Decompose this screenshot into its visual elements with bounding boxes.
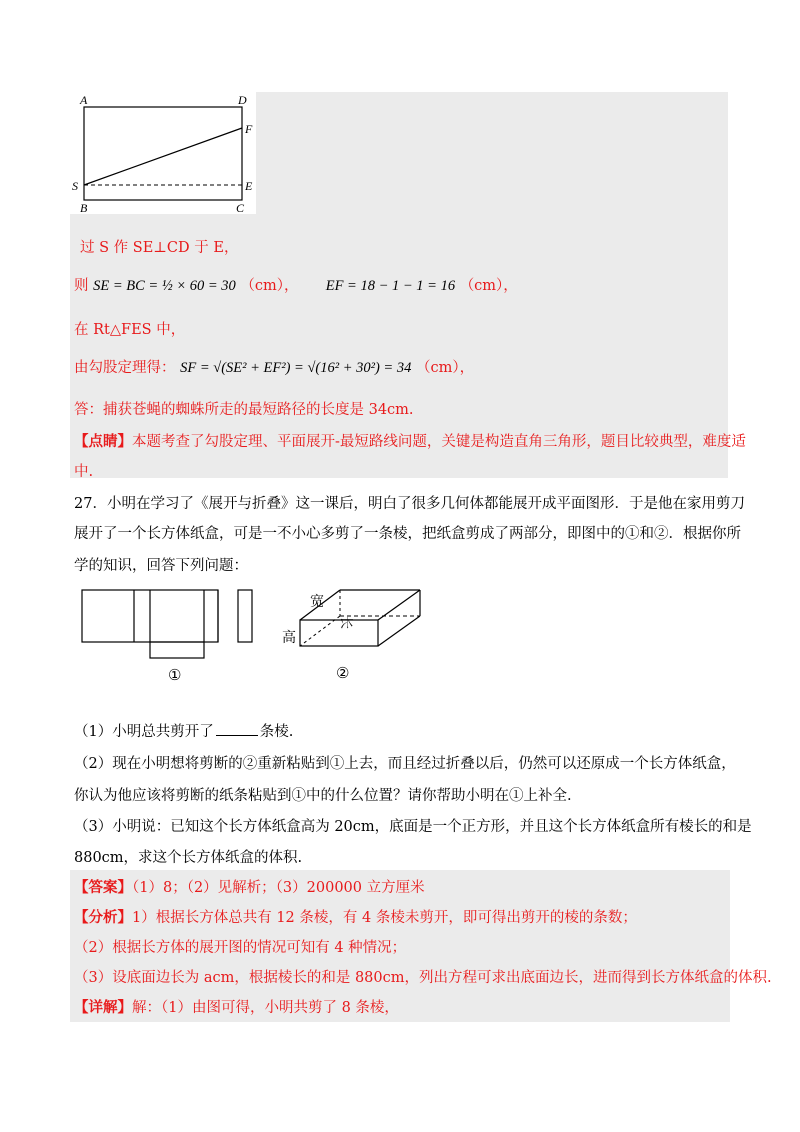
box-label-height: 高 [282,631,296,646]
comment-line-1 [74,430,746,451]
equation-sf: SF = √(SE² + EF²) = √(16² + 30²) = 34 [180,360,412,376]
unit-cm-2: （cm）， [459,278,518,294]
strip-figure [234,588,264,648]
problem-27-line-3: 学的知识，回答下列问题： [74,558,248,574]
unit-cm-1: （cm）， [240,278,299,294]
question-1 [74,720,293,741]
solution-line-4 [74,356,474,377]
unit-cm-3: （cm）， [415,360,475,376]
analysis-line-1 [74,906,637,927]
solution-line-2 [74,274,518,295]
answer-tag: 【答案】 [74,879,132,896]
question-2-line-2: 你认为他应该将剪断的纸条粘贴到①中的什么位置？请你帮助小明在①上补全. [74,788,572,804]
label-S: S [72,179,78,193]
solution-line-4-prefix: 由勾股定理得： [74,360,176,376]
comment-tag: 【点睛】 [74,433,132,450]
analysis-tag: 【分析】 [74,909,132,926]
equation-ef: EF = 18 − 1 − 1 = 16 [325,278,456,294]
label-D: D [238,93,247,107]
answer-line [74,876,425,897]
comment-text-1: 本题考查了勾股定理、平面展开-最短路线问题，关键是构造直角三角形，题目比较典型，难度适 [132,434,746,450]
question-1-prefix: （1）小明总共剪开了 [74,724,214,740]
equation-se-bc: SE = BC = ½ × 60 = 30 [93,278,236,294]
figure-label-1: ① [168,668,182,684]
rectangle-figure [70,92,260,216]
problem-27-line-1: 27．小明在学习了《展开与折叠》这一课后，明白了很多几何体都能展开成平面图形．于是他在家用剪刀 [74,496,745,512]
box-figure [278,584,438,684]
label-C: C [236,201,245,215]
detail-tag: 【详解】 [74,999,132,1016]
question-3-line-1: （3）小明说：已知这个长方体纸盒高为 20cm，底面是一个正方形，并且这个长方体纸盒所有棱长的和是 [74,819,752,835]
analysis-text-1: 1）根据长方体总共有 12 条棱，有 4 条棱未剪开，即可得出剪开的棱的条数； [132,910,637,926]
box-label-width: 宽 [310,595,324,610]
comment-line-2: 中. [74,464,94,480]
figure-label-2: ② [336,666,350,682]
answer-text: （1）8；（2）见解析；（3）200000 立方厘米 [132,880,425,896]
solution-line-2-prefix: 则 [74,278,89,294]
analysis-line-3: （3）设底面边长为 acm，根据棱长的和是 880cm，列出方程可求出底面边长，进而得到长方体纸盒的体积. [74,970,772,986]
label-B: B [80,201,88,215]
label-F: F [245,122,253,136]
analysis-line-2: （2）根据长方体的展开图的情况可知有 4 种情况； [74,940,407,956]
label-A: A [80,93,88,107]
answer-blank [216,723,258,736]
box-label-length: 长 [339,616,354,630]
question-1-suffix: 条棱. [259,724,294,740]
detail-text: 解：（1）由图可得，小明共剪了 8 条棱， [132,1000,399,1016]
problem-27-line-2: 展开了一个长方体纸盒，可是一不小心多剪了一条棱，把纸盒剪成了两部分，即图中的①和②．根据你所 [74,526,741,542]
solution-line-3: 在 Rt△FES 中， [74,322,186,338]
solution-answer: 答：捕获苍蝇的蜘蛛所走的最短路径的长度是 34cm. [74,402,414,418]
solution-line-1: 过 S 作 SE⊥CD 于 E， [80,240,239,256]
question-2-line-1: （2）现在小明想将剪断的②重新粘贴到①上去，而且经过折叠以后，仍然可以还原成一个长方体纸盒， [74,756,736,772]
detail-line [74,996,399,1017]
label-E: E [245,179,253,193]
question-3-line-2: 880cm，求这个长方体纸盒的体积. [74,850,303,866]
